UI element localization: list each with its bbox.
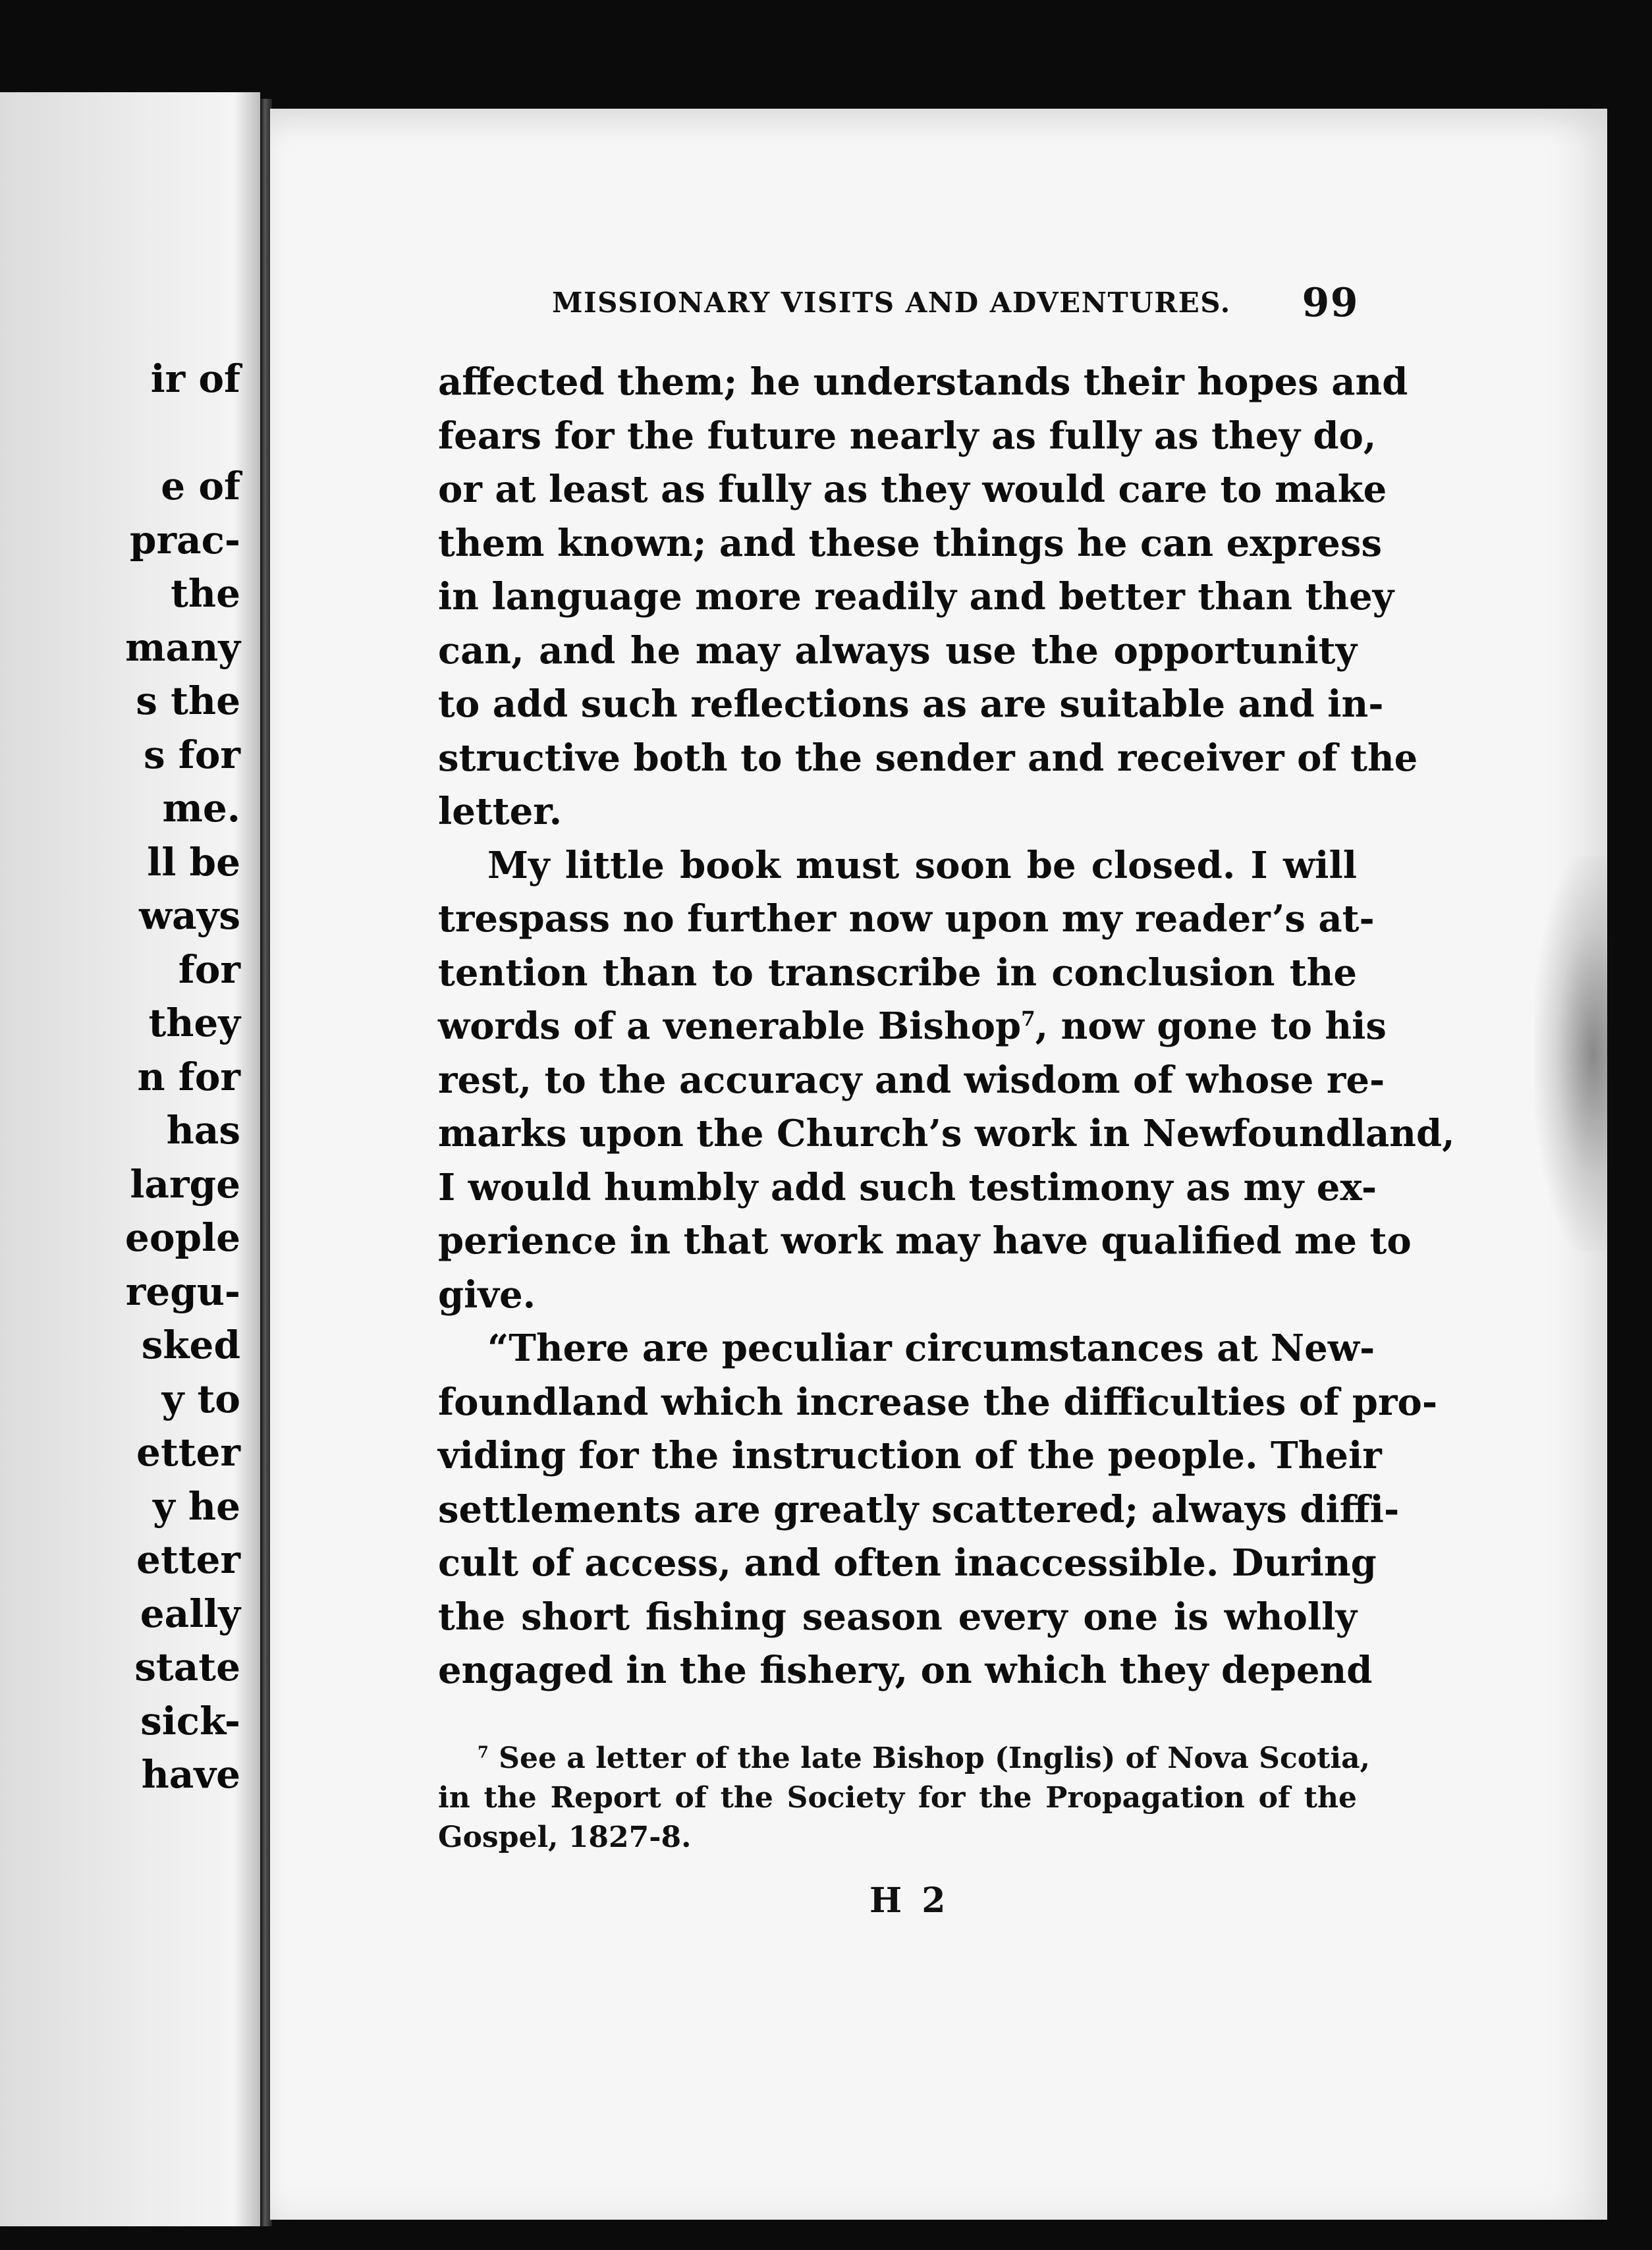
text-line-content: structive both to the sender and receiver of the: [438, 736, 1418, 780]
text-line: [438, 947, 1357, 1001]
footnote: [438, 1739, 1370, 1857]
text-line-content: can, and he may always use the opportunity: [438, 628, 1357, 672]
running-head: [552, 280, 1359, 333]
previous-page-line: me.: [162, 786, 240, 831]
previous-page-line: ll be: [147, 839, 240, 885]
previous-page-line: sked: [141, 1323, 240, 1367]
previous-page-line: has: [166, 1108, 240, 1153]
text-line: [438, 517, 1382, 571]
text-line: [438, 463, 1387, 517]
text-line-content: viding for the instruction of the people. Their: [438, 1434, 1382, 1477]
previous-page-line: many: [125, 624, 240, 670]
previous-page-line: e of: [161, 464, 240, 508]
previous-page-line: y to: [161, 1376, 240, 1421]
text-line-content: marks upon the Church’s work in Newfoundland,: [438, 1112, 1455, 1155]
previous-page-line: ways: [139, 893, 240, 938]
text-line-content: “There are peculiar circumstances at New-: [487, 1327, 1375, 1370]
text-line: [438, 1215, 1412, 1269]
text-line-content: My little book must soon be closed. I will: [487, 843, 1357, 887]
previous-page-line: regu-: [125, 1269, 240, 1314]
previous-page-line: y he: [153, 1483, 240, 1529]
footnote-line-content: in the Report of the Society for the Propagation of the: [438, 1781, 1357, 1815]
previous-page-line: sick-: [140, 1698, 240, 1743]
footnote-line-content: See a letter of the late Bishop (Inglis) of Nova Scotia,: [499, 1742, 1370, 1775]
text-line-content: to add such reflections as are suitable and in-: [438, 682, 1384, 726]
previous-page-line: for: [178, 947, 240, 992]
text-line-content: cult of access, and often inaccessible. During: [438, 1541, 1377, 1585]
text-line: [438, 356, 1408, 410]
text-line: [438, 410, 1377, 464]
previous-page-line: they: [148, 1001, 240, 1045]
text-line: [438, 1107, 1455, 1161]
text-line-content: letter.: [438, 790, 563, 833]
text-line: [438, 1269, 1357, 1323]
previous-page-line: ir of: [150, 356, 240, 401]
footnote-marker: 7: [478, 1742, 489, 1762]
text-line-content: give.: [438, 1273, 536, 1317]
text-line-content: engaged in the fishery, on which they depend: [438, 1649, 1373, 1692]
text-line: [438, 1429, 1382, 1483]
text-line-content: affected them; he understands their hopes and: [438, 360, 1408, 404]
text-line: [438, 1322, 1375, 1376]
text-line-content: perience in that work may have qualified me to: [438, 1219, 1412, 1263]
previous-page-line: n for: [137, 1054, 240, 1099]
previous-page-line: large: [130, 1161, 240, 1207]
text-line: [438, 785, 1357, 839]
text-line-content: foundland which increase the difficulties of pro-: [438, 1380, 1438, 1424]
text-line: [438, 1644, 1373, 1698]
text-line: [438, 1537, 1377, 1591]
text-line-content: trespass no further now upon my reader’s at-: [438, 897, 1375, 941]
text-line: [438, 1591, 1357, 1645]
text-line: [438, 678, 1384, 732]
text-line: [438, 624, 1357, 678]
text-line: [438, 1376, 1438, 1430]
page-number: 99: [1302, 280, 1359, 326]
signature-mark: H 2: [869, 1880, 950, 1921]
previous-page-line: state: [134, 1645, 240, 1689]
footnote-line-content: Gospel, 1827-8.: [438, 1821, 692, 1854]
text-line-content: or at least as fully as they would care to make: [438, 468, 1387, 511]
previous-page-line: s the: [136, 678, 240, 723]
text-line: [438, 839, 1357, 893]
page-smudge: [1535, 856, 1607, 1251]
footnote-reference: 7: [1021, 1007, 1035, 1031]
text-line-content: them known; and these things he can express: [438, 521, 1382, 565]
text-line: [438, 570, 1394, 624]
text-line-content: words of a venerable Bishop: [438, 1004, 1022, 1048]
text-line-content: I would humbly add such testimony as my ex-: [438, 1165, 1377, 1209]
previous-page-line: [125, 406, 240, 460]
text-line: [438, 1483, 1400, 1537]
text-line-content: in language more readily and better than they: [438, 575, 1394, 618]
running-head-title: MISSIONARY VISITS AND ADVENTURES.: [552, 287, 1231, 319]
previous-page-line: prac-: [129, 517, 240, 562]
text-line-content: fears for the future nearly as fully as they do,: [438, 414, 1377, 458]
text-line: [438, 892, 1375, 947]
footnote-line: [438, 1818, 1357, 1857]
previous-page-text: [125, 352, 240, 1802]
text-line-content: tention than to transcribe in conclusion the: [438, 950, 1357, 995]
text-line: [438, 1161, 1377, 1215]
text-line: [438, 1000, 1387, 1054]
text-line: [438, 1054, 1385, 1108]
previous-page-line: s for: [143, 732, 240, 777]
text-line-content: settlements are greatly scattered; always diffi-: [438, 1487, 1400, 1531]
footnote-line: [438, 1778, 1357, 1818]
previous-page-line: the: [171, 571, 240, 616]
body-text: [438, 356, 1455, 1698]
previous-page-line: eople: [124, 1215, 240, 1260]
footnote-line: [438, 1739, 1370, 1778]
text-line-continuation: , now gone to his: [1035, 1004, 1387, 1048]
previous-page-line: have: [141, 1752, 240, 1797]
previous-page-line: etter: [136, 1537, 240, 1582]
text-line-content: rest, to the accuracy and wisdom of whose re-: [438, 1058, 1385, 1102]
previous-page-line: etter: [136, 1430, 240, 1475]
previous-page: [0, 92, 260, 2226]
previous-page-line: eally: [140, 1591, 240, 1636]
text-line-content: the short fishing season every one is wholly: [438, 1595, 1357, 1639]
text-line: [438, 732, 1418, 786]
